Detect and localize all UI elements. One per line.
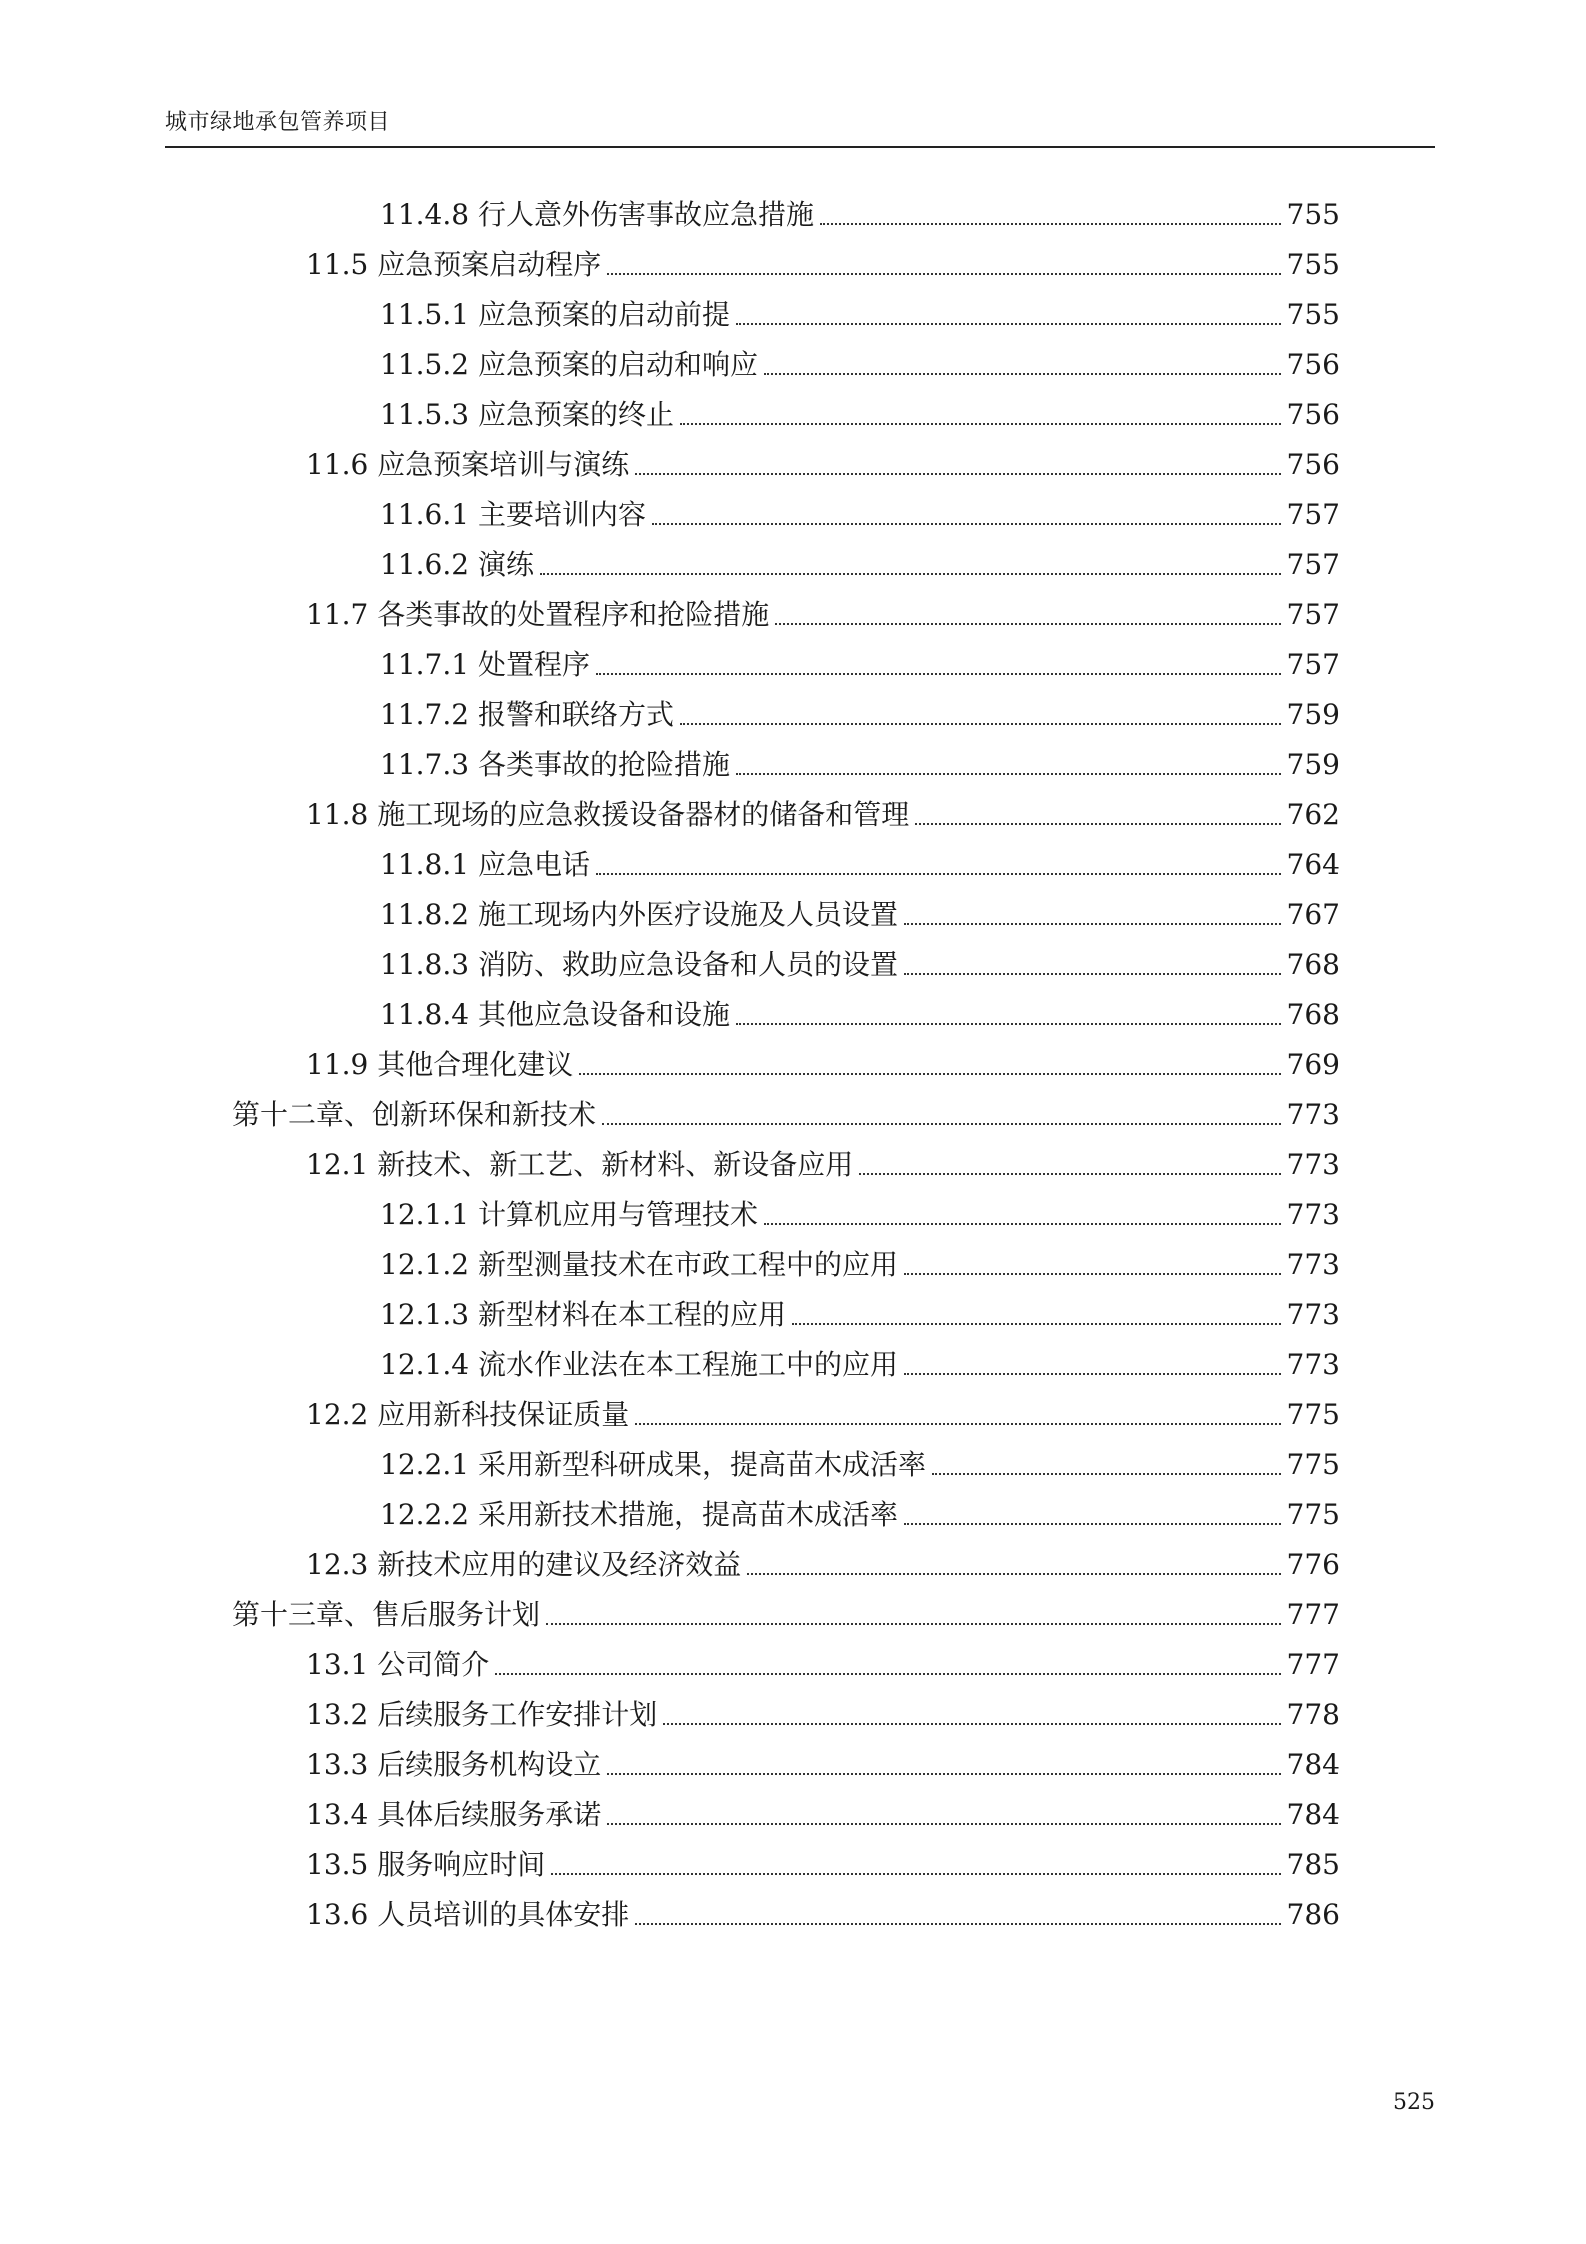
toc-entry-page: 768 (1286, 998, 1340, 1031)
toc-leader-dots (932, 1473, 1281, 1475)
toc-entry-label: 12.1.3 新型材料在本工程的应用 (380, 1298, 786, 1331)
toc-leader-dots (551, 1873, 1280, 1875)
toc-entry-page: 769 (1286, 1048, 1340, 1081)
toc-entry-label: 11.7.1 处置程序 (380, 648, 590, 681)
toc-leader-dots (540, 573, 1281, 575)
header-title: 城市绿地承包管养项目 (165, 110, 391, 135)
toc-entry-page: 777 (1286, 1648, 1340, 1681)
toc-leader-dots (775, 623, 1280, 625)
toc-entry[interactable] (306, 1690, 1340, 1740)
toc-leader-dots (652, 523, 1281, 525)
toc-entry[interactable] (232, 1090, 1340, 1140)
toc-entry-page: 757 (1286, 498, 1340, 531)
toc-entry-page: 757 (1286, 648, 1340, 681)
toc-leader-dots (495, 1673, 1280, 1675)
toc-entry-page: 777 (1286, 1598, 1340, 1631)
toc-leader-dots (904, 1273, 1281, 1275)
toc-leader-dots (680, 723, 1281, 725)
toc-entry[interactable] (380, 190, 1340, 240)
toc-entry-page: 776 (1286, 1548, 1340, 1581)
toc-entry-label: 11.5 应急预案启动程序 (306, 248, 602, 281)
toc-entry[interactable] (306, 1140, 1340, 1190)
toc-entry-page: 775 (1286, 1448, 1340, 1481)
toc-entry-page: 756 (1286, 348, 1340, 381)
toc-leader-dots (579, 1073, 1280, 1075)
toc-leader-dots (635, 473, 1280, 475)
toc-entry-label: 11.6 应急预案培训与演练 (306, 448, 630, 481)
toc-entry-page: 784 (1286, 1798, 1340, 1831)
toc-entry-label: 13.5 服务响应时间 (306, 1848, 546, 1881)
toc-entry[interactable] (380, 490, 1340, 540)
toc-entry[interactable] (380, 690, 1340, 740)
toc-leader-dots (607, 1823, 1280, 1825)
toc-leader-dots (859, 1173, 1280, 1175)
toc-leader-dots (596, 673, 1281, 675)
toc-entry[interactable] (306, 1040, 1340, 1090)
toc-entry-label: 11.6.1 主要培训内容 (380, 498, 646, 531)
toc-leader-dots (736, 773, 1281, 775)
toc-leader-dots (915, 823, 1280, 825)
toc-entry-label: 12.3 新技术应用的建议及经济效益 (306, 1548, 742, 1581)
toc-entry-page: 784 (1286, 1748, 1340, 1781)
toc-entry[interactable] (380, 290, 1340, 340)
toc-entry[interactable] (306, 1540, 1340, 1590)
toc-entry[interactable] (380, 340, 1340, 390)
toc-entry[interactable] (306, 1390, 1340, 1440)
toc-leader-dots (736, 323, 1281, 325)
toc-entry-label: 11.4.8 行人意外伤害事故应急措施 (380, 198, 814, 231)
toc-entry[interactable] (306, 590, 1340, 640)
toc-entry[interactable] (306, 240, 1340, 290)
toc-entry-label: 11.9 其他合理化建议 (306, 1048, 574, 1081)
toc-entry-page: 773 (1286, 1148, 1340, 1181)
toc-leader-dots (736, 1023, 1281, 1025)
toc-entry-label: 12.2.1 采用新型科研成果，提高苗木成活率 (380, 1448, 926, 1481)
toc-entry-label: 12.1.1 计算机应用与管理技术 (380, 1198, 758, 1231)
toc-leader-dots (663, 1723, 1280, 1725)
toc-leader-dots (607, 273, 1280, 275)
toc-entry-label: 12.1.2 新型测量技术在市政工程中的应用 (380, 1248, 898, 1281)
toc-entry-label: 11.5.2 应急预案的启动和响应 (380, 348, 758, 381)
toc-entry-label: 第十二章、创新环保和新技术 (232, 1098, 597, 1131)
toc-entry-label: 11.7.3 各类事故的抢险措施 (380, 748, 730, 781)
page-number: 525 (1393, 2090, 1435, 2115)
toc-entry-label: 12.1.4 流水作业法在本工程施工中的应用 (380, 1348, 898, 1381)
toc-entry-page: 773 (1286, 1248, 1340, 1281)
toc-entry[interactable] (380, 1340, 1340, 1390)
toc-entry[interactable] (380, 540, 1340, 590)
toc-entry-label: 13.3 后续服务机构设立 (306, 1748, 602, 1781)
toc-entry[interactable] (380, 1290, 1340, 1340)
toc-entry[interactable] (306, 1790, 1340, 1840)
toc-entry-page: 773 (1286, 1298, 1340, 1331)
toc-entry-page: 785 (1286, 1848, 1340, 1881)
toc-leader-dots (635, 1923, 1280, 1925)
toc-entry[interactable] (306, 1840, 1340, 1890)
toc-entry-label: 第十三章、售后服务计划 (232, 1598, 541, 1631)
toc-entry[interactable] (380, 1490, 1340, 1540)
toc-entry-page: 767 (1286, 898, 1340, 931)
toc-entry-page: 773 (1286, 1348, 1340, 1381)
toc-entry[interactable] (380, 740, 1340, 790)
toc-entry-page: 775 (1286, 1498, 1340, 1531)
toc-entry-label: 13.1 公司简介 (306, 1648, 490, 1681)
toc-entry-label: 13.6 人员培训的具体安排 (306, 1898, 630, 1931)
toc-leader-dots (820, 223, 1281, 225)
toc-entry-page: 755 (1286, 248, 1340, 281)
toc-entry-page: 757 (1286, 598, 1340, 631)
toc-entry[interactable] (380, 840, 1340, 890)
toc-entry[interactable] (380, 940, 1340, 990)
toc-entry[interactable] (306, 1740, 1340, 1790)
toc-entry-page: 756 (1286, 448, 1340, 481)
toc-leader-dots (764, 1223, 1281, 1225)
toc-leader-dots (546, 1623, 1281, 1625)
page-header (165, 108, 1435, 148)
toc-leader-dots (680, 423, 1281, 425)
toc-leader-dots (635, 1423, 1280, 1425)
toc-entry-page: 757 (1286, 548, 1340, 581)
toc-entry[interactable] (380, 390, 1340, 440)
toc-entry-page: 768 (1286, 948, 1340, 981)
toc-entry-page: 775 (1286, 1398, 1340, 1431)
toc-leader-dots (747, 1573, 1280, 1575)
toc-entry[interactable] (380, 1190, 1340, 1240)
toc-entry-page: 755 (1286, 298, 1340, 331)
toc-entry-page: 759 (1286, 748, 1340, 781)
toc-entry-label: 11.8.2 施工现场内外医疗设施及人员设置 (380, 898, 898, 931)
toc-entry-page: 756 (1286, 398, 1340, 431)
toc-entry[interactable] (306, 1890, 1340, 1940)
toc-leader-dots (904, 1523, 1281, 1525)
toc-leader-dots (596, 873, 1281, 875)
toc-entry-label: 12.2 应用新科技保证质量 (306, 1398, 630, 1431)
toc-entry[interactable] (380, 1240, 1340, 1290)
toc-entry-page: 778 (1286, 1698, 1340, 1731)
toc-entry[interactable] (306, 790, 1340, 840)
toc-entry[interactable] (380, 990, 1340, 1040)
toc-entry-page: 786 (1286, 1898, 1340, 1931)
toc-leader-dots (602, 1123, 1281, 1125)
toc-entry-label: 11.8.1 应急电话 (380, 848, 590, 881)
toc-entry-label: 13.4 具体后续服务承诺 (306, 1798, 602, 1831)
toc-entry-page: 762 (1286, 798, 1340, 831)
toc-entry-label: 11.8.3 消防、救助应急设备和人员的设置 (380, 948, 898, 981)
toc-entry-page: 759 (1286, 698, 1340, 731)
toc-leader-dots (792, 1323, 1281, 1325)
toc-entry-label: 12.1 新技术、新工艺、新材料、新设备应用 (306, 1148, 854, 1181)
toc-entry-page: 773 (1286, 1098, 1340, 1131)
toc-entry-label: 11.5.1 应急预案的启动前提 (380, 298, 730, 331)
toc-entry-label: 11.5.3 应急预案的终止 (380, 398, 674, 431)
toc-entry-label: 11.6.2 演练 (380, 548, 534, 581)
toc-entry-label: 11.8 施工现场的应急救援设备器材的储备和管理 (306, 798, 910, 831)
toc-entry-page: 773 (1286, 1198, 1340, 1231)
header-rule (165, 146, 1435, 148)
toc-entry-label: 13.2 后续服务工作安排计划 (306, 1698, 658, 1731)
toc-entry-label: 11.8.4 其他应急设备和设施 (380, 998, 730, 1031)
toc-leader-dots (904, 973, 1281, 975)
toc-entry[interactable] (380, 890, 1340, 940)
toc-entry-page: 755 (1286, 198, 1340, 231)
toc-leader-dots (904, 923, 1281, 925)
toc-entry[interactable] (380, 1440, 1340, 1490)
toc-entry[interactable] (232, 1590, 1340, 1640)
toc-entry[interactable] (306, 1640, 1340, 1690)
toc-entry-label: 11.7 各类事故的处置程序和抢险措施 (306, 598, 770, 631)
toc-entry[interactable] (380, 640, 1340, 690)
toc-leader-dots (904, 1373, 1281, 1375)
toc-entry-label: 12.2.2 采用新技术措施，提高苗木成活率 (380, 1498, 898, 1531)
toc-entry-page: 764 (1286, 848, 1340, 881)
toc-entry[interactable] (306, 440, 1340, 490)
toc-leader-dots (764, 373, 1281, 375)
toc-leader-dots (607, 1773, 1280, 1775)
toc-entry-label: 11.7.2 报警和联络方式 (380, 698, 674, 731)
